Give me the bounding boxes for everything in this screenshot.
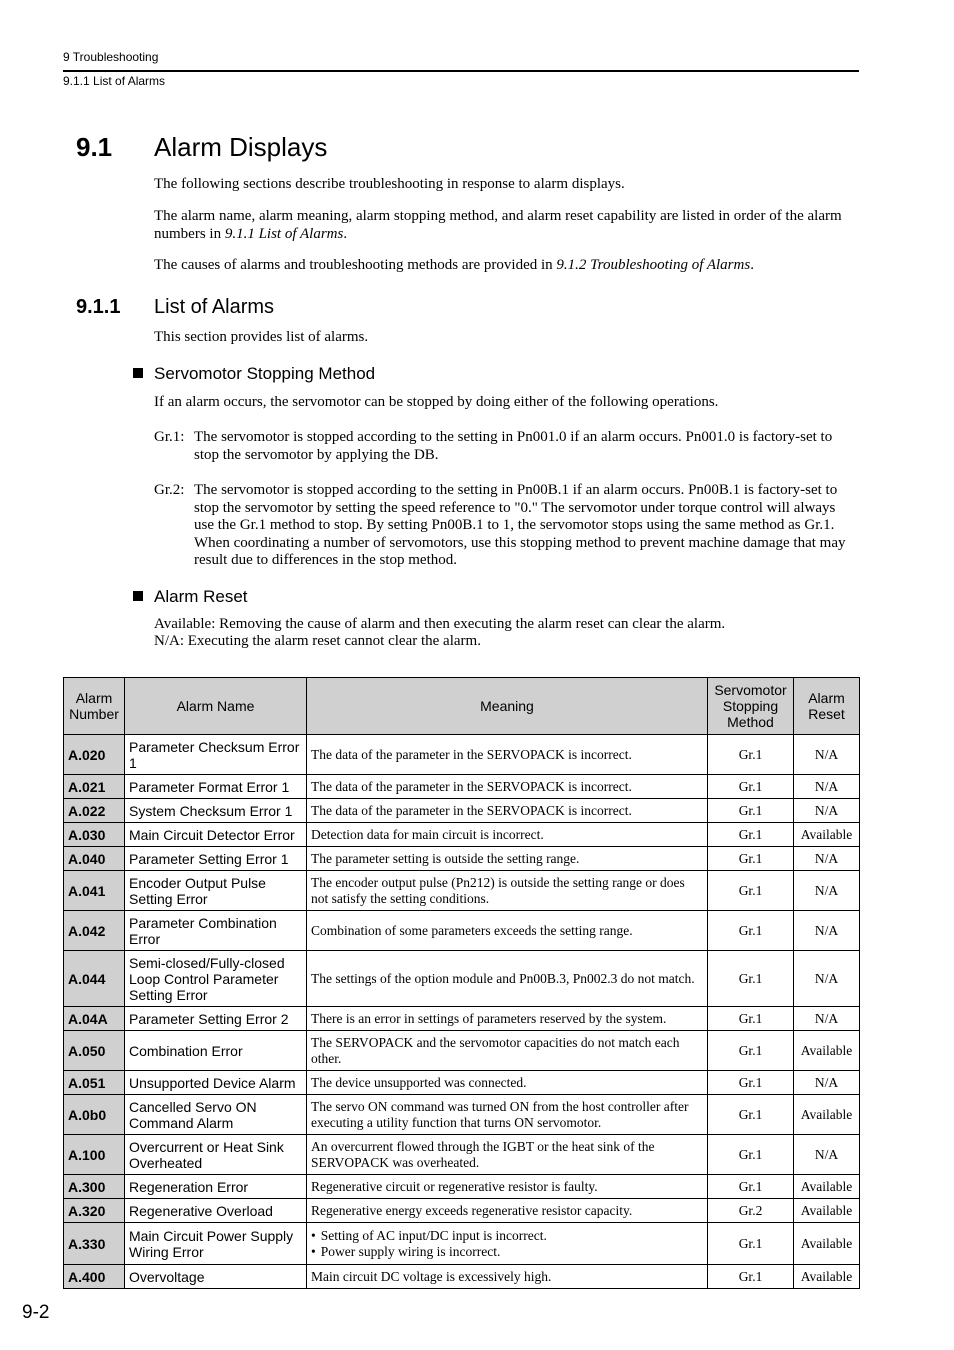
alarm-name-cell: Unsupported Device Alarm bbox=[125, 1071, 307, 1095]
gr2-item bbox=[154, 482, 859, 570]
stopping-method-cell: Gr.1 bbox=[708, 1223, 794, 1265]
alarm-reset-cell: N/A bbox=[794, 799, 860, 823]
alarm-reset-cell: N/A bbox=[794, 735, 860, 775]
meaning-cell: Combination of some parameters exceeds the setting range. bbox=[307, 911, 708, 951]
page-number: 9-2 bbox=[22, 1302, 50, 1323]
stopping-method-title: Servomotor Stopping Method bbox=[154, 364, 376, 383]
p2-reference: 9.1.1 List of Alarms bbox=[224, 225, 344, 242]
stopping-method-cell: Gr.1 bbox=[708, 1007, 794, 1031]
table-row bbox=[64, 1071, 860, 1095]
square-bullet-icon bbox=[133, 368, 143, 378]
subsection-title: List of Alarms bbox=[154, 296, 275, 318]
table-row bbox=[64, 847, 860, 871]
alarm-number-cell: A.042 bbox=[64, 911, 125, 951]
col-header-meaning: Meaning bbox=[307, 678, 708, 735]
table-row bbox=[64, 951, 860, 1007]
stopping-method-cell: Gr.1 bbox=[708, 1071, 794, 1095]
meaning-cell: The data of the parameter in the SERVOPACK is incorrect. bbox=[307, 775, 708, 799]
alarm-number-cell: A.330 bbox=[64, 1223, 125, 1265]
stopping-method-cell: Gr.1 bbox=[708, 799, 794, 823]
table-row bbox=[64, 775, 860, 799]
col-header-stopping-method: Servomotor Stopping Method bbox=[708, 678, 794, 735]
stopping-method-cell: Gr.1 bbox=[708, 1095, 794, 1135]
table-row bbox=[64, 799, 860, 823]
alarm-number-cell: A.040 bbox=[64, 847, 125, 871]
meaning-cell: The parameter setting is outside the setting range. bbox=[307, 847, 708, 871]
alarm-name-cell: Main Circuit Detector Error bbox=[125, 823, 307, 847]
alarm-reset-cell: Available bbox=[794, 1199, 860, 1223]
meaning-cell: There is an error in settings of parameters reserved by the system. bbox=[307, 1007, 708, 1031]
table-row bbox=[64, 1223, 860, 1265]
stopping-method-intro: If an alarm occurs, the servomotor can be stopped by doing either of the following operations. bbox=[154, 394, 719, 410]
gr1-label: Gr.1: bbox=[154, 429, 185, 445]
p3-text: The causes of alarms and troubleshooting methods are provided in bbox=[154, 257, 557, 273]
meaning-cell: The servo ON command was turned ON from the host controller after executing a utility function that turns ON servomotor. bbox=[307, 1095, 708, 1135]
alarm-number-cell: A.021 bbox=[64, 775, 125, 799]
alarm-number-cell: A.400 bbox=[64, 1265, 125, 1289]
alarm-name-cell: Parameter Checksum Error 1 bbox=[125, 735, 307, 775]
alarm-number-cell: A.320 bbox=[64, 1199, 125, 1223]
table-row bbox=[64, 1199, 860, 1223]
alarm-number-cell: A.030 bbox=[64, 823, 125, 847]
section-paragraph-3 bbox=[154, 257, 859, 275]
meaning-cell: The SERVOPACK and the servomotor capacities do not match each other. bbox=[307, 1031, 708, 1071]
stopping-method-cell: Gr.1 bbox=[708, 911, 794, 951]
alarm-number-cell: A.100 bbox=[64, 1135, 125, 1175]
section-paragraph-2 bbox=[154, 208, 859, 243]
alarm-number-cell: A.044 bbox=[64, 951, 125, 1007]
p3-end: . bbox=[750, 257, 754, 273]
stopping-method-cell: Gr.1 bbox=[708, 1265, 794, 1289]
table-row bbox=[64, 1007, 860, 1031]
section-number: 9.1 bbox=[76, 132, 113, 162]
alarm-reset-cell: N/A bbox=[794, 847, 860, 871]
alarm-name-cell: Encoder Output Pulse Setting Error bbox=[125, 871, 307, 911]
list-item: • Setting of AC input/DC input is incorrect. bbox=[311, 1228, 703, 1244]
alarm-list-table bbox=[63, 677, 860, 1289]
running-header-section: 9.1.1 List of Alarms bbox=[63, 74, 166, 88]
meaning-cell: An overcurrent flowed through the IGBT or the heat sink of the SERVOPACK was overheated. bbox=[307, 1135, 708, 1175]
alarm-reset-cell: N/A bbox=[794, 1007, 860, 1031]
stopping-method-cell: Gr.1 bbox=[708, 1031, 794, 1071]
table-row bbox=[64, 1135, 860, 1175]
stopping-method-cell: Gr.1 bbox=[708, 823, 794, 847]
alarm-name-cell: Combination Error bbox=[125, 1031, 307, 1071]
meaning-cell: The device unsupported was connected. bbox=[307, 1071, 708, 1095]
alarm-reset-cell: Available bbox=[794, 1265, 860, 1289]
gr1-item bbox=[154, 429, 859, 464]
alarm-reset-na: N/A: Executing the alarm reset cannot clear the alarm. bbox=[154, 633, 481, 649]
alarm-reset-cell: N/A bbox=[794, 1135, 860, 1175]
stopping-method-cell: Gr.1 bbox=[708, 871, 794, 911]
alarm-name-cell: System Checksum Error 1 bbox=[125, 799, 307, 823]
meaning-cell: The data of the parameter in the SERVOPACK is incorrect. bbox=[307, 735, 708, 775]
alarm-name-cell: Semi-closed/Fully-closed Loop Control Parameter Setting Error bbox=[125, 951, 307, 1007]
table-row bbox=[64, 1175, 860, 1199]
table-row bbox=[64, 823, 860, 847]
table-row bbox=[64, 1265, 860, 1289]
table-row bbox=[64, 1095, 860, 1135]
gr2-text: The servomotor is stopped according to the setting in Pn00B.1 if an alarm occurs. Pn00B.1 is factory-set to stop the servomotor by setting the speed reference to "0." The servomotor under torque control will always use the Gr.1 method to stop. By setting Pn00B.1 to 1, the servomotor stops using the same method as Gr.1. When coordinating a number of servomotors, use this stopping method to prevent machine damage that may result due to differences in the stop method. bbox=[194, 482, 846, 568]
stopping-method-cell: Gr.1 bbox=[708, 735, 794, 775]
alarm-number-cell: A.051 bbox=[64, 1071, 125, 1095]
alarm-reset-cell: N/A bbox=[794, 951, 860, 1007]
stopping-method-cell: Gr.1 bbox=[708, 1135, 794, 1175]
alarm-number-cell: A.020 bbox=[64, 735, 125, 775]
alarm-name-cell: Regeneration Error bbox=[125, 1175, 307, 1199]
alarm-reset-cell: N/A bbox=[794, 911, 860, 951]
table-row bbox=[64, 871, 860, 911]
p2-text: The alarm name, alarm meaning, alarm stopping method, and alarm reset capability are listed in order of the alarm numbers in bbox=[154, 208, 842, 242]
list-item: • Power supply wiring is incorrect. bbox=[311, 1244, 703, 1260]
alarm-number-cell: A.022 bbox=[64, 799, 125, 823]
alarm-name-cell: Parameter Setting Error 2 bbox=[125, 1007, 307, 1031]
alarm-reset-title: Alarm Reset bbox=[154, 587, 248, 606]
alarm-reset-cell: Available bbox=[794, 1095, 860, 1135]
col-header-alarm-name: Alarm Name bbox=[125, 678, 307, 735]
meaning-cell: Regenerative energy exceeds regenerative resistor capacity. bbox=[307, 1199, 708, 1223]
gr2-label: Gr.2: bbox=[154, 482, 185, 498]
stopping-method-cell: Gr.2 bbox=[708, 1199, 794, 1223]
meaning-cell: Main circuit DC voltage is excessively high. bbox=[307, 1265, 708, 1289]
alarm-reset-cell: Available bbox=[794, 1223, 860, 1265]
stopping-method-cell: Gr.1 bbox=[708, 847, 794, 871]
alarm-name-cell: Parameter Format Error 1 bbox=[125, 775, 307, 799]
alarm-reset-available: Available: Removing the cause of alarm and then executing the alarm reset can clear the alarm. bbox=[154, 616, 726, 632]
subsection-intro: This section provides list of alarms. bbox=[154, 329, 369, 345]
alarm-name-cell: Overcurrent or Heat Sink Overheated bbox=[125, 1135, 307, 1175]
alarm-reset-cell: N/A bbox=[794, 871, 860, 911]
stopping-method-cell: Gr.1 bbox=[708, 951, 794, 1007]
square-bullet-icon bbox=[133, 591, 143, 601]
alarm-number-cell: A.04A bbox=[64, 1007, 125, 1031]
alarm-reset-cell: Available bbox=[794, 1175, 860, 1199]
alarm-name-cell: Regenerative Overload bbox=[125, 1199, 307, 1223]
p2-end: . bbox=[343, 225, 348, 242]
section-title: Alarm Displays bbox=[154, 132, 328, 162]
p3-reference: 9.1.2 Troubleshooting of Alarms bbox=[556, 257, 751, 273]
alarm-number-cell: A.0b0 bbox=[64, 1095, 125, 1135]
col-header-alarm-number: Alarm Number bbox=[64, 678, 125, 735]
subsection-number: 9.1.1 bbox=[76, 296, 121, 318]
table-row bbox=[64, 911, 860, 951]
meaning-cell: Regenerative circuit or regenerative resistor is faulty. bbox=[307, 1175, 708, 1199]
stopping-method-cell: Gr.1 bbox=[708, 1175, 794, 1199]
subsection-heading bbox=[76, 296, 274, 319]
alarm-name-cell: Main Circuit Power Supply Wiring Error bbox=[125, 1223, 307, 1265]
gr1-text: The servomotor is stopped according to the setting in Pn001.0 if an alarm occurs. Pn001.0 is factory-set to stop the servomotor by applying the DB. bbox=[194, 429, 833, 463]
meaning-cell: The data of the parameter in the SERVOPACK is incorrect. bbox=[307, 799, 708, 823]
alarm-reset-cell: N/A bbox=[794, 775, 860, 799]
table-header-row bbox=[64, 678, 860, 735]
alarm-name-cell: Overvoltage bbox=[125, 1265, 307, 1289]
meaning-cell bbox=[307, 1223, 708, 1265]
running-header-chapter: 9 Troubleshooting bbox=[63, 50, 159, 64]
alarm-name-cell: Cancelled Servo ON Command Alarm bbox=[125, 1095, 307, 1135]
table-row bbox=[64, 735, 860, 775]
alarm-name-cell: Parameter Setting Error 1 bbox=[125, 847, 307, 871]
meaning-cell: Detection data for main circuit is incorrect. bbox=[307, 823, 708, 847]
alarm-number-cell: A.050 bbox=[64, 1031, 125, 1071]
header-rule bbox=[63, 70, 859, 72]
alarm-number-cell: A.300 bbox=[64, 1175, 125, 1199]
alarm-table-body bbox=[64, 735, 860, 1289]
alarm-reset-heading bbox=[133, 587, 248, 607]
meaning-list bbox=[311, 1228, 703, 1260]
section-heading bbox=[76, 132, 327, 163]
alarm-number-cell: A.041 bbox=[64, 871, 125, 911]
col-header-alarm-reset: Alarm Reset bbox=[794, 678, 860, 735]
meaning-cell: The encoder output pulse (Pn212) is outside the setting range or does not satisfy the setting conditions. bbox=[307, 871, 708, 911]
stopping-method-heading bbox=[133, 364, 375, 384]
alarm-reset-cell: Available bbox=[794, 823, 860, 847]
section-paragraph-1: The following sections describe troubleshooting in response to alarm displays. bbox=[154, 176, 625, 192]
stopping-method-cell: Gr.1 bbox=[708, 775, 794, 799]
meaning-cell: The settings of the option module and Pn00B.3, Pn002.3 do not match. bbox=[307, 951, 708, 1007]
alarm-reset-cell: N/A bbox=[794, 1071, 860, 1095]
table-row bbox=[64, 1031, 860, 1071]
alarm-reset-cell: Available bbox=[794, 1031, 860, 1071]
alarm-name-cell: Parameter Combination Error bbox=[125, 911, 307, 951]
